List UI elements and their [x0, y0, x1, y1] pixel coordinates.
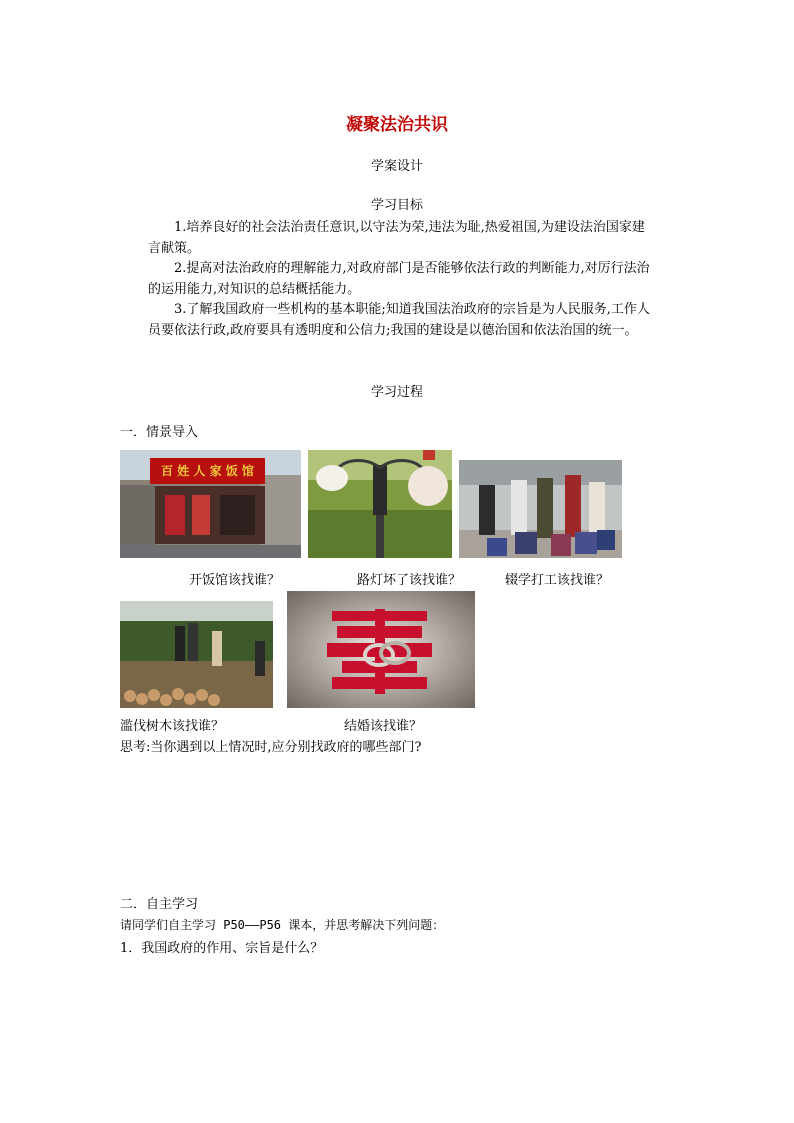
- question-1: 1．我国政府的作用、宗旨是什么？: [120, 941, 324, 956]
- section2-intro: 请同学们自主学习 P50——P56 课本，并思考解决下列问题：: [120, 918, 445, 932]
- caption-streetlamp: 路灯坏了该找谁？: [357, 573, 462, 588]
- streetlamp-photo: [308, 450, 452, 558]
- travelers-photo: [459, 460, 622, 558]
- process-heading: 学习过程: [370, 385, 423, 400]
- objective-3: 3.了解我国政府一些机构的基本职能;知道我国法治政府的宗旨是为人民服务,工作人员要依法行政,政府要具有透明度和公信力;我国的建设是以德治国和依法治国的统一。: [148, 302, 650, 338]
- section2-heading: 二．自主学习: [120, 897, 199, 912]
- objective-1: 1.培养良好的社会法治责任意识,以守法为荣,违法为耻,热爱祖国,为建设法治国家建言献策。: [148, 220, 645, 256]
- section1-heading: 一．情景导入: [120, 425, 199, 440]
- think-question: 思考:当你遇到以上情况时,应分别找政府的哪些部门?: [120, 740, 422, 755]
- logging-photo: [120, 601, 273, 708]
- subtitle: 学案设计: [370, 159, 423, 174]
- page-title: 凝聚法治共识: [346, 115, 448, 135]
- objectives-heading: 学习目标: [370, 198, 423, 213]
- caption-marriage: 结婚该找谁？: [344, 719, 423, 734]
- restaurant-sign: 百 姓 人 家 饭 馆: [161, 464, 254, 478]
- marriage-photo: [287, 591, 475, 708]
- caption-dropout: 辍学打工该找谁？: [505, 573, 610, 588]
- caption-restaurant: 开饭馆该找谁？: [189, 573, 281, 588]
- objective-2: 2.提高对法治政府的理解能力,对政府部门是否能够依法行政的判断能力,对厉行法治的运用能力,对知识的总结概括能力。: [148, 261, 650, 297]
- caption-logging: 滥伐树木该找谁？: [120, 719, 225, 734]
- restaurant-photo: [120, 450, 301, 558]
